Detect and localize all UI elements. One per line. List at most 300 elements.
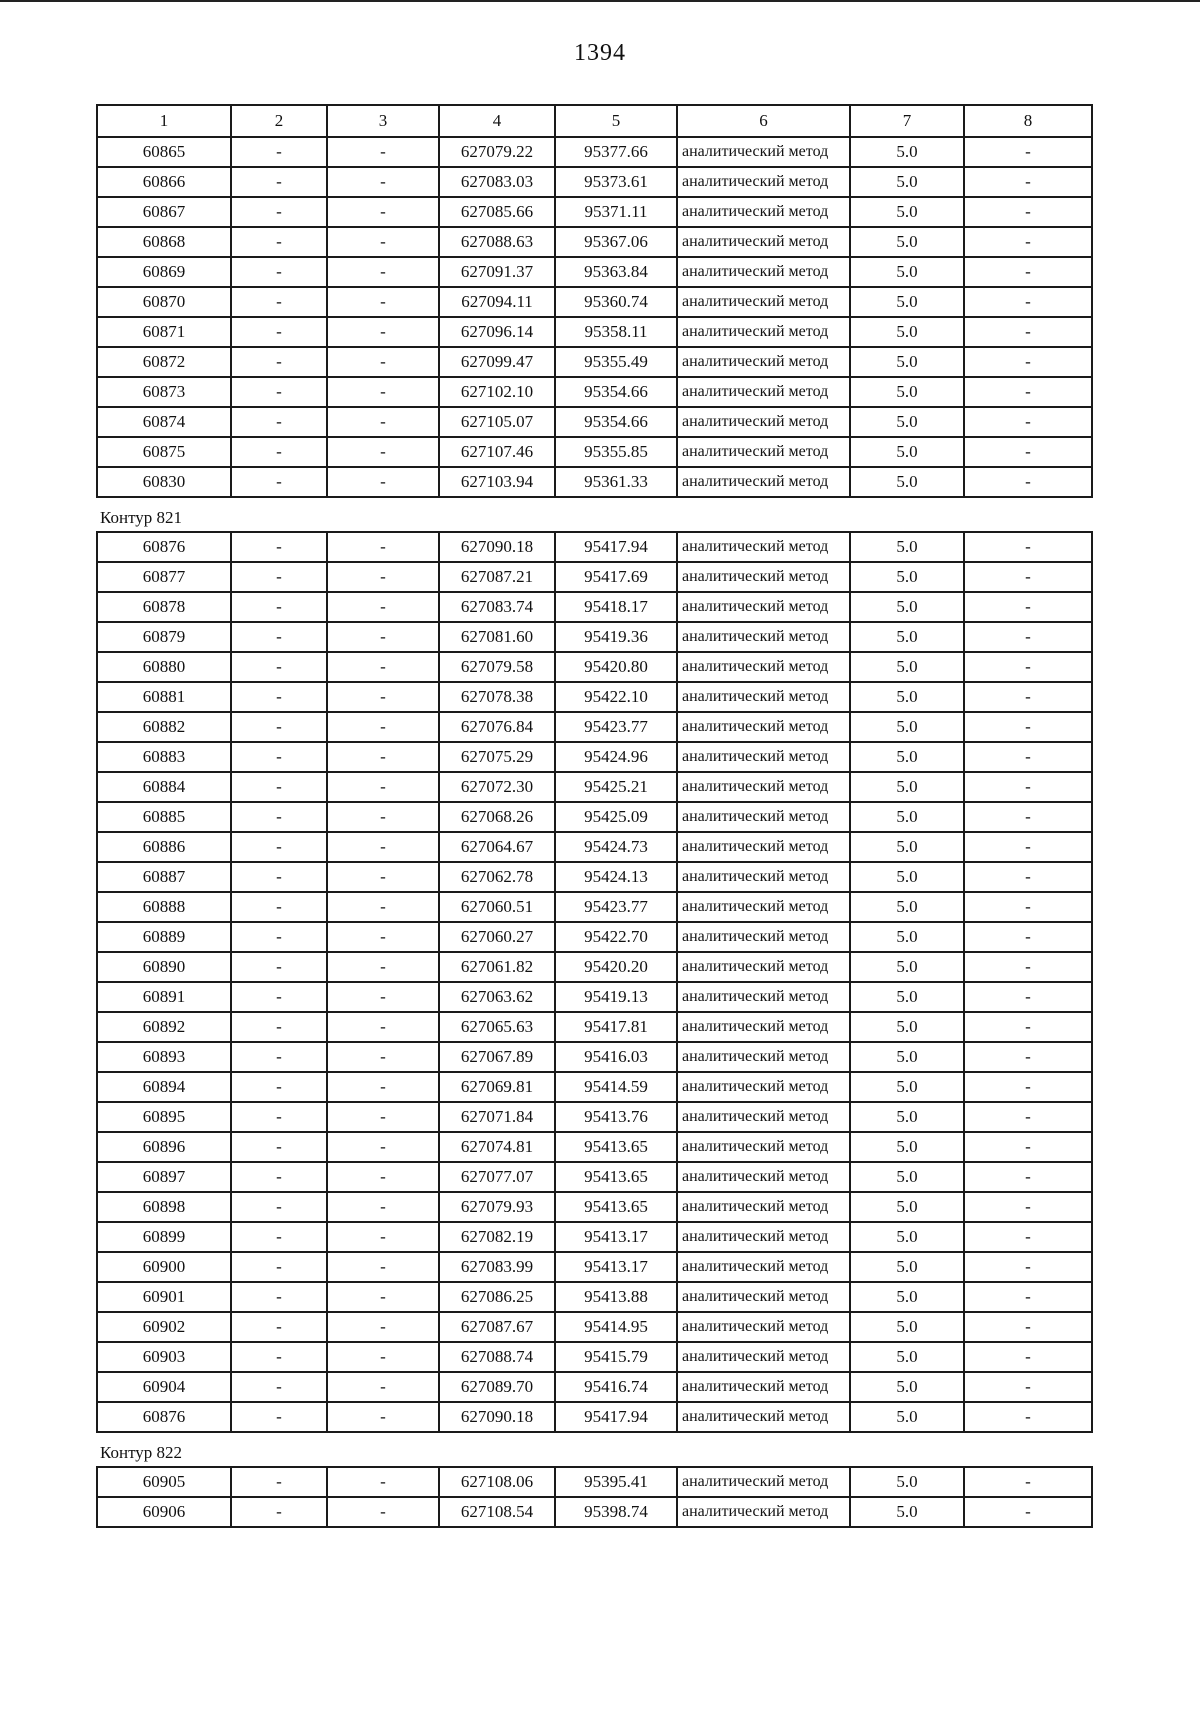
table-cell: - [327,952,439,982]
table-cell: 95360.74 [555,287,677,317]
table-cell: - [231,1072,327,1102]
table-cell: аналитический метод [677,682,850,712]
table-cell: 627108.54 [439,1497,555,1527]
table-row [97,137,1092,167]
table-cell: аналитический метод [677,832,850,862]
table-row [97,437,1092,467]
table-cell: 60889 [97,922,231,952]
table-cell: аналитический метод [677,167,850,197]
table-cell: аналитический метод [677,1222,850,1252]
table-cell: - [327,1252,439,1282]
table-cell: - [231,1162,327,1192]
table-cell: 627102.10 [439,377,555,407]
table-cell: - [231,1402,327,1432]
table-cell: 5.0 [850,982,964,1012]
table-cell: - [327,167,439,197]
table-cell: аналитический метод [677,1102,850,1132]
table-cell: 95367.06 [555,227,677,257]
table-cell: - [231,1132,327,1162]
table-cell: - [964,652,1092,682]
coordinates-table-kontur-822 [96,1466,1093,1528]
table-row [97,257,1092,287]
table-row [97,167,1092,197]
table-cell: - [327,1102,439,1132]
table-cell: 60906 [97,1497,231,1527]
table-cell: - [964,1282,1092,1312]
table-cell: - [964,1252,1092,1282]
table-cell: 95413.88 [555,1282,677,1312]
table-cell: - [231,652,327,682]
table-cell: - [964,407,1092,437]
table-cell: - [327,1072,439,1102]
table-cell: 95422.70 [555,922,677,952]
table-cell: 627086.25 [439,1282,555,1312]
table-cell: 60901 [97,1282,231,1312]
table-cell: 5.0 [850,622,964,652]
table-cell: - [964,167,1092,197]
table-cell: аналитический метод [677,317,850,347]
table-cell: 627078.38 [439,682,555,712]
table-cell: 627079.58 [439,652,555,682]
table-cell: - [964,1342,1092,1372]
table-cell: - [327,892,439,922]
table-row [97,562,1092,592]
table-cell: 5.0 [850,137,964,167]
table-cell: - [231,347,327,377]
table-cell: - [231,712,327,742]
table-cell: 5.0 [850,197,964,227]
table-cell: 95413.65 [555,1132,677,1162]
table-cell: аналитический метод [677,952,850,982]
table-cell: 60868 [97,227,231,257]
table-cell: 95423.77 [555,892,677,922]
table-cell: 60897 [97,1162,231,1192]
table-cell: 60903 [97,1342,231,1372]
table-cell: 95425.09 [555,802,677,832]
table-cell: 95361.33 [555,467,677,497]
table-cell: 627069.81 [439,1072,555,1102]
table-cell: 5.0 [850,952,964,982]
table-cell: 627096.14 [439,317,555,347]
table-cell: аналитический метод [677,287,850,317]
table-cell: - [964,287,1092,317]
table-cell: аналитический метод [677,1252,850,1282]
table-cell: - [231,317,327,347]
table-cell: - [964,437,1092,467]
table-row [97,1467,1092,1497]
table-cell: 627060.51 [439,892,555,922]
table-cell: 60875 [97,437,231,467]
column-header: 2 [231,105,327,137]
table-cell: аналитический метод [677,467,850,497]
table-cell: 5.0 [850,1402,964,1432]
table-cell: 627087.21 [439,562,555,592]
table-cell: - [327,317,439,347]
table-cell: - [327,467,439,497]
table-cell: 5.0 [850,742,964,772]
table-cell: аналитический метод [677,862,850,892]
table-cell: 95417.69 [555,562,677,592]
table-cell: - [964,832,1092,862]
table-cell: 95422.10 [555,682,677,712]
table-cell: - [231,287,327,317]
table-cell: аналитический метод [677,1132,850,1162]
table-cell: - [327,1497,439,1527]
table-cell: 95355.49 [555,347,677,377]
table-row [97,802,1092,832]
table-cell: 5.0 [850,682,964,712]
table-cell: аналитический метод [677,1312,850,1342]
table-row [97,622,1092,652]
table-cell: 95355.85 [555,437,677,467]
table-cell: аналитический метод [677,407,850,437]
table-cell: - [327,1012,439,1042]
table-cell: 5.0 [850,1072,964,1102]
table-cell: - [964,137,1092,167]
table-cell: 5.0 [850,1012,964,1042]
table-row [97,652,1092,682]
table-cell: - [964,1402,1092,1432]
table-cell: 627105.07 [439,407,555,437]
table-cell: - [231,562,327,592]
table-cell: 627077.07 [439,1162,555,1192]
table-cell: 95415.79 [555,1342,677,1372]
table-row [97,1222,1092,1252]
table-cell: аналитический метод [677,772,850,802]
table-cell: - [231,832,327,862]
table-cell: - [327,802,439,832]
table-cell: 5.0 [850,532,964,562]
table-row [97,862,1092,892]
table-cell: 627068.26 [439,802,555,832]
table-cell: 5.0 [850,257,964,287]
table-cell: 95420.20 [555,952,677,982]
table-cell: - [327,1467,439,1497]
table-cell: 95414.95 [555,1312,677,1342]
table-cell: - [327,922,439,952]
table-cell: - [964,257,1092,287]
table-cell: - [327,287,439,317]
table-cell: 60894 [97,1072,231,1102]
table-cell: 60877 [97,562,231,592]
table-cell: аналитический метод [677,137,850,167]
table-cell: - [327,1222,439,1252]
table-cell: 627075.29 [439,742,555,772]
table-cell: - [231,1102,327,1132]
table-row [97,1192,1092,1222]
table-row [97,1012,1092,1042]
table-cell: 5.0 [850,1162,964,1192]
table-cell: 5.0 [850,1342,964,1372]
table-cell: 95414.59 [555,1072,677,1102]
table-cell: - [964,197,1092,227]
table-cell: 60883 [97,742,231,772]
table-cell: 60881 [97,682,231,712]
table-cell: - [327,592,439,622]
table-cell: - [327,1042,439,1072]
table-cell: - [964,1312,1092,1342]
table-cell: 627067.89 [439,1042,555,1072]
table-cell: - [231,197,327,227]
table-cell: - [327,562,439,592]
table-row [97,892,1092,922]
header-row [97,105,1092,137]
table-cell: 5.0 [850,832,964,862]
table-cell: аналитический метод [677,227,850,257]
table-cell: 627090.18 [439,532,555,562]
table-cell: аналитический метод [677,257,850,287]
table-cell: 60896 [97,1132,231,1162]
table-cell: - [964,1222,1092,1252]
table-cell: 60886 [97,832,231,862]
table-cell: 5.0 [850,347,964,377]
table-cell: - [964,1102,1092,1132]
table-cell: 60867 [97,197,231,227]
table-cell: аналитический метод [677,562,850,592]
table-cell: 627079.22 [439,137,555,167]
table-cell: 95417.81 [555,1012,677,1042]
table-cell: аналитический метод [677,1162,850,1192]
top-rule [0,0,1200,2]
table-cell: - [327,437,439,467]
table-cell: 95418.17 [555,592,677,622]
table-row [97,922,1092,952]
table-cell: 627063.62 [439,982,555,1012]
table-cell: 60895 [97,1102,231,1132]
table-row [97,682,1092,712]
table-cell: - [231,922,327,952]
table-row [97,1072,1092,1102]
table-cell: - [231,1282,327,1312]
table-cell: 627090.18 [439,1402,555,1432]
table-cell: 5.0 [850,1282,964,1312]
table-cell: - [964,712,1092,742]
table-cell: 5.0 [850,562,964,592]
table-cell: - [231,592,327,622]
table-cell: аналитический метод [677,1072,850,1102]
table-row [97,347,1092,377]
table-cell: аналитический метод [677,922,850,952]
table-cell: - [964,1497,1092,1527]
table-cell: 60887 [97,862,231,892]
table-cell: - [327,982,439,1012]
coordinates-table-kontur-821 [96,531,1093,1433]
coordinates-table-main [96,104,1093,498]
table-cell: 5.0 [850,922,964,952]
table-cell: - [231,1222,327,1252]
table-cell: - [231,407,327,437]
table-row [97,1042,1092,1072]
table-cell: 60871 [97,317,231,347]
table-cell: - [327,1192,439,1222]
table-cell: аналитический метод [677,347,850,377]
table-cell: - [964,347,1092,377]
table-cell: - [327,227,439,257]
table-cell: - [964,377,1092,407]
coordinates-document [96,104,1091,1528]
table-cell: аналитический метод [677,742,850,772]
table-cell: 627061.82 [439,952,555,982]
table-cell: - [327,407,439,437]
table-row [97,592,1092,622]
table-cell: 60892 [97,1012,231,1042]
column-header: 1 [97,105,231,137]
table-cell: - [964,592,1092,622]
table-cell: 95416.03 [555,1042,677,1072]
table-cell: 60888 [97,892,231,922]
table-cell: 60830 [97,467,231,497]
table-cell: аналитический метод [677,1402,850,1432]
table-cell: 627074.81 [439,1132,555,1162]
table-cell: 95371.11 [555,197,677,227]
table-row [97,1497,1092,1527]
table-cell: - [231,862,327,892]
table-cell: - [327,137,439,167]
table-cell: 95354.66 [555,407,677,437]
table-cell: 95419.36 [555,622,677,652]
table-cell: 5.0 [850,467,964,497]
table-cell: - [964,802,1092,832]
table-cell: - [964,892,1092,922]
table-cell: 95377.66 [555,137,677,167]
table-cell: 95419.13 [555,982,677,1012]
table-cell: аналитический метод [677,532,850,562]
table-cell: 60865 [97,137,231,167]
table-cell: - [327,712,439,742]
table-cell: 60880 [97,652,231,682]
table-cell: 627064.67 [439,832,555,862]
table-cell: - [231,257,327,287]
table-cell: аналитический метод [677,437,850,467]
table-row [97,1162,1092,1192]
table-cell: - [327,1312,439,1342]
table-cell: аналитический метод [677,892,850,922]
table-row [97,1282,1092,1312]
table-cell: 60904 [97,1372,231,1402]
table-cell: 60873 [97,377,231,407]
table-cell: 95424.96 [555,742,677,772]
table-cell: аналитический метод [677,592,850,622]
section-label-kontur-821: Контур 821 [100,508,183,527]
table-cell: - [964,467,1092,497]
table-cell: - [327,862,439,892]
table-cell: аналитический метод [677,377,850,407]
table-cell: 60876 [97,532,231,562]
table-cell: - [964,682,1092,712]
table-cell: - [327,742,439,772]
table-row [97,952,1092,982]
table-cell: аналитический метод [677,1042,850,1072]
table-cell: - [964,982,1092,1012]
table-cell: 627079.93 [439,1192,555,1222]
table-cell: 627082.19 [439,1222,555,1252]
table-cell: 5.0 [850,287,964,317]
table-cell: 5.0 [850,592,964,622]
table-cell: - [231,802,327,832]
table-cell: аналитический метод [677,1497,850,1527]
table-cell: - [231,377,327,407]
table-cell: 60866 [97,167,231,197]
table-cell: - [327,1342,439,1372]
table-cell: - [964,1012,1092,1042]
table-cell: 95413.76 [555,1102,677,1132]
table-cell: - [327,347,439,377]
table-cell: - [964,227,1092,257]
table-cell: 60893 [97,1042,231,1072]
table-cell: - [327,682,439,712]
table-cell: 60878 [97,592,231,622]
table-cell: - [231,437,327,467]
table-cell: - [964,1072,1092,1102]
table-cell: - [964,772,1092,802]
table-cell: - [964,1042,1092,1072]
table-cell: - [327,1402,439,1432]
table-cell: - [231,1467,327,1497]
table-cell: 95413.17 [555,1222,677,1252]
table-cell: 5.0 [850,892,964,922]
table-row [97,467,1092,497]
table-cell: - [231,682,327,712]
table-cell: 627085.66 [439,197,555,227]
table-cell: 627088.74 [439,1342,555,1372]
table-cell: 60905 [97,1467,231,1497]
table-cell: 95416.74 [555,1372,677,1402]
table-cell: - [231,167,327,197]
table-cell: 60900 [97,1252,231,1282]
table-cell: 5.0 [850,317,964,347]
table-cell: 60902 [97,1312,231,1342]
table-cell: 60870 [97,287,231,317]
table-cell: 5.0 [850,1042,964,1072]
table-cell: - [964,922,1092,952]
table-cell: 5.0 [850,1222,964,1252]
table-cell: - [327,257,439,287]
table-cell: 60872 [97,347,231,377]
table-cell: 5.0 [850,712,964,742]
table-cell: 60891 [97,982,231,1012]
table-cell: - [327,1372,439,1402]
table-cell: 627060.27 [439,922,555,952]
table-cell: 627107.46 [439,437,555,467]
table-row [97,832,1092,862]
table-cell: 627094.11 [439,287,555,317]
table-row [97,377,1092,407]
table-cell: - [231,1252,327,1282]
table-cell: - [231,1192,327,1222]
table-cell: аналитический метод [677,1012,850,1042]
table-cell: 95420.80 [555,652,677,682]
table-cell: - [964,742,1092,772]
table-cell: аналитический метод [677,1342,850,1372]
column-header: 7 [850,105,964,137]
table-cell: 5.0 [850,802,964,832]
table-row [97,1312,1092,1342]
table-cell: - [231,1497,327,1527]
table-cell: 627065.63 [439,1012,555,1042]
table-cell: - [231,952,327,982]
table-cell: 95398.74 [555,1497,677,1527]
table-cell: 627071.84 [439,1102,555,1132]
table-cell: 95417.94 [555,1402,677,1432]
table-cell: 5.0 [850,1252,964,1282]
table-cell: - [231,622,327,652]
table-cell: 95363.84 [555,257,677,287]
table-row [97,1252,1092,1282]
column-header: 6 [677,105,850,137]
table-cell: - [327,1282,439,1312]
table-cell: 5.0 [850,862,964,892]
table-row [97,982,1092,1012]
